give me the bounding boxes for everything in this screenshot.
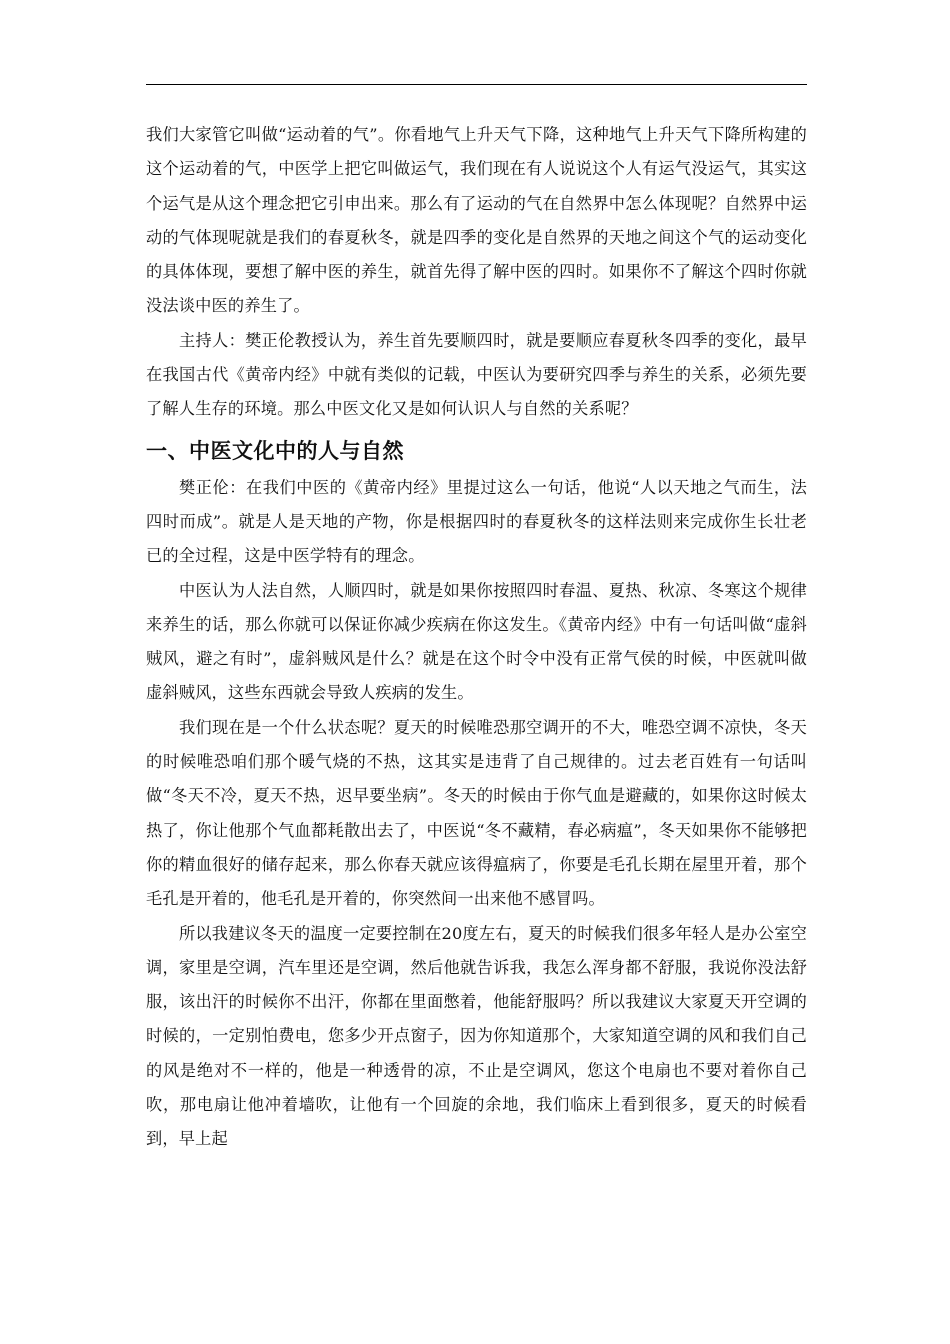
paragraph-3: 樊正伦：在我们中医的《黄帝内经》里提过这么一句话，他说“人以天地之气而生，法四时而成”。就是人是天地的产物，你是根据四时的春夏秋冬的这样法则来完成你生长壮老已的全过程，这是中医学特有的理念。 bbox=[146, 477, 807, 566]
paragraph-5: 我们现在是一个什么状态呢？夏天的时候唯恐那空调开的不大，唯恐空调不凉快，冬天的时候唯恐咱们那个暖气烧的不热，这其实是违背了自己规律的。过去老百姓有一句话叫做“冬天不冷，夏天不热，迟早要坐病”。冬天的时候由于你气血是避藏的，如果你这时候太热了，你让他那个气血都耗散出去了，中医说“冬不藏精，春必病瘟”，冬天如果你不能够把你的精血很好的储存起来，那么你春天就应该得瘟病了，你要是毛孔长期在屋里开着，那个毛孔是开着的，他毛孔是开着的，你突然间一出来他不感冒吗。 bbox=[146, 717, 807, 909]
header-rule bbox=[146, 84, 807, 85]
section-heading: 一、中医文化中的人与自然 bbox=[146, 438, 404, 463]
document-body bbox=[146, 118, 807, 1157]
paragraph-2: 主持人：樊正伦教授认为，养生首先要顺四时，就是要顺应春夏秋冬四季的变化，最早在我国古代《黄帝内经》中就有类似的记载，中医认为要研究四季与养生的关系，必须先要了解人生存的环境。那么中医文化又是如何认识人与自然的关系呢？ bbox=[146, 330, 807, 419]
paragraph-1: 我们大家管它叫做“运动着的气”。你看地气上升天气下降，这种地气上升天气下降所构建的这个运动着的气，中医学上把它叫做运气，我们现在有人说说这个人有运气没运气，其实这个运气是从这个理念把它引申出来。那么有了运动的气在自然界中怎么体现呢？自然界中运动的气体现呢就是我们的春夏秋冬，就是四季的变化是自然界的天地之间这个气的运动变化的具体体现，要想了解中医的养生，就首先得了解中医的四时。如果你不了解这个四时你就没法谈中医的养生了。 bbox=[146, 125, 807, 316]
paragraph-4: 中医认为人法自然，人顺四时，就是如果你按照四时春温、夏热、秋凉、冬寒这个规律来养生的话，那么你就可以保证你减少疾病在你这发生。《黄帝内经》中有一句话叫做“虚斜贼风，避之有时”，虚斜贼风是什么？就是在这个时令中没有正常气侯的时候，中医就叫做虚斜贼风，这些东西就会导致人疾病的发生。 bbox=[146, 580, 807, 703]
paragraph-6: 所以我建议冬天的温度一定要控制在20度左右，夏天的时候我们很多年轻人是办公室空调，家里是空调，汽车里还是空调，然后他就告诉我，我怎么浑身都不舒服，我说你没法舒服，该出汗的时候你不出汗，你都在里面憋着，他能舒服吗？所以我建议大家夏天开空调的时候的，一定别怕费电，您多少开点窗子，因为你知道那个，大家知道空调的风和我们自己的风是绝对不一样的，他是一种透骨的凉，不止是空调风，您这个电扇也不要对着你自己吹，那电扇让他冲着墙吹，让他有一个回旋的余地，我们临床上看到很多，夏天的时候看到，早上起 bbox=[146, 923, 807, 1149]
